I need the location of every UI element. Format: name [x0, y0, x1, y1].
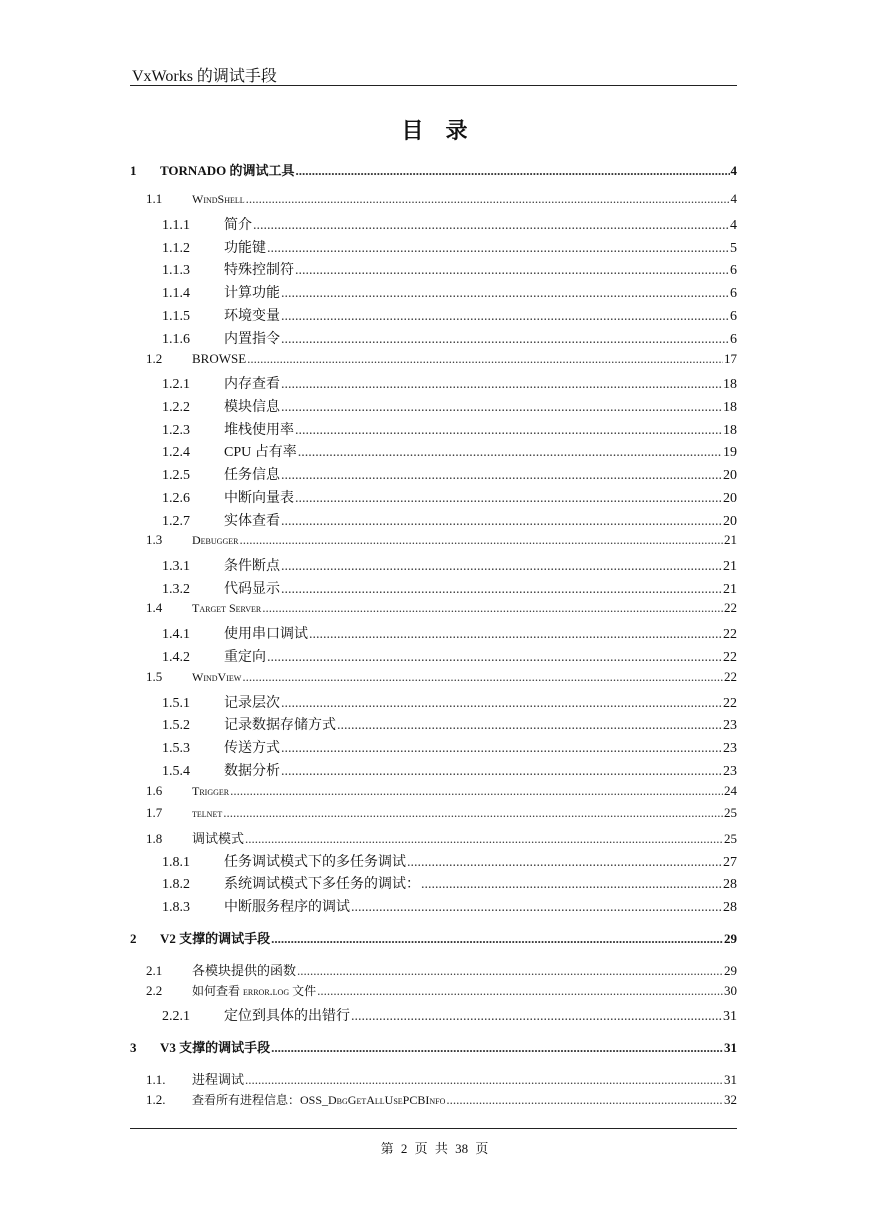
toc-entry-title: 中断服务程序的调试 [224, 900, 350, 915]
toc-leader-dots [239, 532, 723, 548]
toc-entry-page: 18 [723, 377, 737, 392]
toc-entry[interactable] [130, 783, 737, 799]
toc-entry-page: 32 [724, 1092, 737, 1107]
toc-entry-title: WindView [192, 670, 242, 684]
toc-entry-title: 重定向 [224, 650, 266, 665]
toc-entry-page: 6 [730, 332, 737, 347]
toc-entry-number: 1.5.3 [162, 741, 190, 756]
toc-leader-dots [281, 468, 722, 484]
toc-entry[interactable] [130, 692, 737, 712]
toc-entry[interactable] [130, 282, 737, 302]
toc-entry[interactable] [130, 464, 737, 484]
toc-entry-page: 23 [723, 718, 737, 733]
toc-entry-number: 1.4.1 [162, 627, 190, 642]
toc-entry-page: 22 [723, 696, 737, 711]
toc-entry[interactable] [130, 396, 737, 416]
toc-entry-title: 堆栈使用率 [224, 423, 294, 438]
toc-entry[interactable] [130, 600, 737, 616]
toc-entry-number: 1.2.2 [162, 400, 190, 415]
toc-entry-number: 1.2.4 [162, 445, 190, 460]
toc-leader-dots [230, 783, 723, 799]
toc-entry-number: 1.2.7 [162, 514, 190, 529]
toc-entry-number: 1.3.1 [162, 559, 190, 574]
toc-entry[interactable] [130, 873, 737, 893]
toc-leader-dots [297, 963, 723, 979]
toc-leader-dots [245, 1072, 723, 1088]
toc-entry-page: 21 [724, 532, 737, 547]
toc-entry-number: 1.5 [146, 669, 163, 684]
toc-entry-number: 2.2 [146, 983, 163, 998]
toc-leader-dots [407, 855, 722, 871]
toc-leader-dots [246, 191, 730, 207]
toc-entry[interactable] [130, 1037, 737, 1056]
toc-entry[interactable] [130, 1069, 737, 1088]
toc-entry-page: 21 [723, 559, 737, 574]
toc-entry[interactable] [130, 623, 737, 643]
toc-entry-title: 环境变量 [224, 309, 280, 324]
toc-entry-number: 1.2. [146, 1092, 166, 1107]
toc-entry-title: 定位到具体的出错行 [224, 1009, 350, 1024]
toc-entry-number: 1.2.1 [162, 377, 190, 392]
toc-entry[interactable] [130, 760, 737, 780]
toc-entry-number: 1.5.1 [162, 696, 190, 711]
toc-entry-page: 20 [723, 514, 737, 529]
toc-entry-number: 1.8.2 [162, 877, 190, 892]
toc-leader-dots [446, 1092, 723, 1108]
toc-entry-title: 任务信息 [224, 468, 280, 483]
toc-leader-dots [281, 286, 729, 302]
toc-entry-page: 22 [723, 650, 737, 665]
toc-entry-title: 使用串口调试 [224, 627, 308, 642]
toc-leader-dots [421, 877, 722, 893]
footer-rule [130, 1128, 737, 1129]
toc-leader-dots [295, 163, 729, 179]
toc-leader-dots [271, 931, 723, 947]
toc-entry-title: Target Server [192, 601, 262, 615]
header-rule [130, 85, 737, 86]
toc-entry[interactable] [130, 441, 737, 461]
toc-entry-number: 2.2.1 [162, 1009, 190, 1024]
toc-entry-page: 27 [723, 855, 737, 870]
toc-entry-title: 系统调试模式下多任务的调试： [224, 877, 420, 892]
toc-entry-title: WindShell [192, 192, 245, 206]
toc-entry-number: 1.1. [146, 1072, 166, 1087]
toc-leader-dots [281, 514, 722, 530]
toc-leader-dots [281, 400, 722, 416]
toc-entry-title: Trigger [192, 784, 230, 798]
toc-entry-title: 中断向量表 [224, 491, 294, 506]
toc-entry[interactable] [130, 351, 737, 367]
toc-entry-page: 20 [723, 491, 737, 506]
toc-entry[interactable] [130, 578, 737, 598]
toc-leader-dots [267, 650, 722, 666]
toc-entry-title: 数据分析 [224, 764, 280, 779]
toc-entry-page: 29 [724, 963, 737, 978]
toc-entry-number: 1.3.2 [162, 582, 190, 597]
toc-leader-dots [242, 669, 723, 685]
toc-entry-page: 6 [730, 286, 737, 301]
toc-entry-number: 1.8.3 [162, 900, 190, 915]
page-footer: 第 2 页 共 38 页 [380, 1141, 489, 1156]
toc-entry-page: 28 [723, 900, 737, 915]
toc-leader-dots [281, 582, 722, 598]
toc-entry-page: 23 [723, 764, 737, 779]
toc-leader-dots [281, 696, 722, 712]
toc-entry-page: 28 [723, 877, 737, 892]
toc-entry-number: 1.1 [146, 191, 163, 206]
toc-entry-number: 3 [130, 1040, 137, 1055]
toc-entry-title: BROWSE [192, 351, 247, 366]
toc-entry-title: 实体查看 [224, 514, 280, 529]
toc-entry[interactable] [130, 510, 737, 530]
toc-entry-title: 调试模式 [192, 831, 245, 846]
toc-entry-page: 22 [724, 669, 737, 684]
toc-entry-page: 31 [723, 1009, 737, 1024]
toc-entry[interactable] [130, 191, 737, 207]
toc-entry-page: 22 [723, 627, 737, 642]
toc-leader-dots [295, 423, 722, 439]
toc-entry-title: 内存查看 [224, 377, 280, 392]
toc-entry-number: 1.1.4 [162, 286, 190, 301]
toc-entry[interactable] [130, 160, 737, 179]
toc-leader-dots [281, 559, 722, 575]
toc-entry-page: 5 [730, 241, 737, 256]
toc-entry-number: 2 [130, 931, 137, 946]
toc-entry[interactable] [130, 487, 737, 507]
toc-entry-title: 功能键 [224, 241, 266, 256]
toc-entry-title: 进程调试 [192, 1072, 245, 1087]
toc-leader-dots [247, 351, 723, 367]
toc-entry-number: 1.2.5 [162, 468, 190, 483]
toc-entry-title: V2 支撑的调试手段 [160, 931, 271, 946]
toc-entry[interactable] [130, 532, 737, 548]
toc-entry-page: 31 [724, 1040, 737, 1055]
toc-entry-title: 各模块提供的函数 [192, 963, 297, 978]
toc-entry-page: 6 [730, 309, 737, 324]
toc-leader-dots [298, 445, 722, 461]
toc-entry[interactable] [130, 982, 737, 999]
toc-entry-number: 1.3 [146, 532, 163, 547]
toc-leader-dots [281, 741, 722, 757]
toc-entry-number: 1.1.5 [162, 309, 190, 324]
toc-entry[interactable] [130, 714, 737, 734]
toc-entry[interactable] [130, 259, 737, 279]
toc-entry-number: 1.5.2 [162, 718, 190, 733]
toc-entry-page: 30 [724, 983, 737, 998]
toc-entry-page: 21 [723, 582, 737, 597]
toc-entry-page: 23 [723, 741, 737, 756]
toc-entry-page: 17 [724, 351, 737, 366]
toc-entry-page: 4 [730, 191, 737, 206]
toc-entry-number: 1.8.1 [162, 855, 190, 870]
toc-leader-dots [267, 241, 729, 257]
toc-entry-page: 24 [724, 783, 737, 798]
toc-leader-dots [351, 1009, 722, 1025]
toc-entry-title: 任务调试模式下的多任务调试 [224, 855, 406, 870]
toc-entry-title: Debugger [192, 533, 239, 547]
toc-entry-page: 31 [724, 1072, 737, 1087]
toc-leader-dots [317, 983, 723, 999]
toc-entry-page: 6 [730, 263, 737, 278]
toc-entry-number: 1.8 [146, 831, 163, 846]
toc-entry-number: 1.1.3 [162, 263, 190, 278]
toc-leader-dots [253, 218, 729, 234]
toc-leader-dots [309, 627, 722, 643]
toc-leader-dots [295, 263, 729, 279]
toc-entry[interactable] [130, 328, 737, 348]
toc-title: 目录 [401, 118, 490, 143]
toc-leader-dots [281, 764, 722, 780]
toc-leader-dots [223, 805, 723, 821]
running-header: VxWorks 的调试手段 [132, 68, 277, 85]
toc-entry-number: 1.7 [146, 805, 163, 820]
toc-entry-number: 1.6 [146, 783, 163, 798]
toc-entry-page: 25 [724, 831, 737, 846]
toc-entry[interactable] [130, 373, 737, 393]
toc-leader-dots [351, 900, 722, 916]
toc-entry-title: 代码显示 [224, 582, 280, 597]
toc-entry[interactable] [130, 928, 737, 947]
toc-entry[interactable] [130, 737, 737, 757]
toc-entry[interactable] [130, 1091, 737, 1108]
toc-entry-number: 1.1.1 [162, 218, 190, 233]
toc-entry-title: 内置指令 [224, 332, 280, 347]
toc-entry[interactable] [130, 805, 737, 821]
toc-entry[interactable] [130, 960, 737, 979]
toc-entry-number: 1.2.3 [162, 423, 190, 438]
toc-entry-page: 20 [723, 468, 737, 483]
toc-leader-dots [295, 491, 722, 507]
toc-entry-title: 记录层次 [224, 696, 280, 711]
toc-entry[interactable] [130, 646, 737, 666]
toc-entry-number: 1.2 [146, 351, 163, 366]
toc-entry-title: 特殊控制符 [224, 263, 294, 278]
toc-entry-page: 18 [723, 400, 737, 415]
toc-entry-number: 1.5.4 [162, 764, 190, 779]
toc-entry-number: 1.4.2 [162, 650, 190, 665]
toc-entry-number: 1.1.6 [162, 332, 190, 347]
toc-entry[interactable] [130, 419, 737, 439]
toc-entry-number: 1.2.6 [162, 491, 190, 506]
toc-entry[interactable] [130, 555, 737, 575]
toc-entry-title: CPU 占有率 [224, 445, 297, 460]
toc-leader-dots [245, 831, 723, 847]
toc-entry[interactable] [130, 305, 737, 325]
toc-entry-title: 简介 [224, 218, 252, 233]
toc-entry[interactable] [130, 1005, 737, 1025]
toc-entry-page: 4 [730, 163, 737, 178]
toc-leader-dots [281, 309, 729, 325]
toc-entry-page: 19 [723, 445, 737, 460]
toc-entry-page: 18 [723, 423, 737, 438]
toc-entry-title: 条件断点 [224, 559, 280, 574]
toc-entry[interactable] [130, 669, 737, 685]
toc-entry-number: 2.1 [146, 963, 163, 978]
toc-entry-title: 记录数据存储方式 [224, 718, 336, 733]
toc-entry-title: 查看所有进程信息：OSS_DbgGetAllUsePCBInfo [192, 1093, 446, 1107]
toc-entry-page: 29 [724, 931, 737, 946]
toc-leader-dots [281, 332, 729, 348]
toc-leader-dots [337, 718, 722, 734]
toc-entry-page: 4 [730, 218, 737, 233]
toc-entry[interactable] [130, 851, 737, 871]
toc-entry[interactable] [130, 214, 737, 234]
toc-leader-dots [271, 1040, 723, 1056]
toc-entry-title: 计算功能 [224, 286, 280, 301]
toc-entry-title: V3 支撑的调试手段 [160, 1040, 271, 1055]
toc-entry-title: 如何查看 error.log 文件 [192, 984, 317, 998]
toc-entry-title: 传送方式 [224, 741, 280, 756]
toc-leader-dots [262, 600, 723, 616]
toc-entry-number: 1 [130, 163, 137, 178]
toc-entry-page: 22 [724, 600, 737, 615]
toc-entry[interactable] [130, 896, 737, 916]
toc-entry-title: 模块信息 [224, 400, 280, 415]
toc-entry[interactable] [130, 828, 737, 847]
toc-entry-number: 1.1.2 [162, 241, 190, 256]
toc-entry-number: 1.4 [146, 600, 163, 615]
toc-entry-title: telnet [192, 806, 223, 820]
toc-entry[interactable] [130, 237, 737, 257]
toc-entry-page: 25 [724, 805, 737, 820]
toc-leader-dots [281, 377, 722, 393]
toc-entry-title: TORNADO 的调试工具 [160, 163, 295, 178]
